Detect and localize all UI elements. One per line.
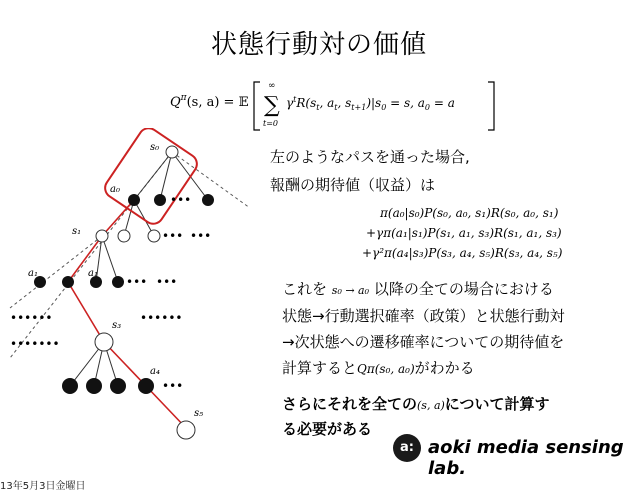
bold-text: さらにそれを全ての bbox=[282, 395, 418, 413]
ellipsis: ••• bbox=[162, 379, 184, 393]
label-a4: a₄ bbox=[150, 366, 160, 377]
state-node-s1 bbox=[96, 230, 108, 242]
action-node bbox=[154, 194, 166, 206]
para-line-2: 状態→行動選択確率（政策）と状態行動対 bbox=[282, 307, 565, 325]
lab-logo-text: aoki media sensing lab. bbox=[428, 437, 624, 479]
text-path: 左のようなパスを通った場合, bbox=[270, 148, 470, 166]
ellipsis: ••• bbox=[156, 275, 178, 289]
state-node-s5 bbox=[177, 421, 195, 439]
slide-title: 状態行動対の価値 bbox=[210, 30, 427, 60]
label-a1-left: a₁ bbox=[28, 268, 38, 279]
para-line-3: →次状態への遷移確率についての期待値を bbox=[282, 333, 565, 351]
bold-line-1 bbox=[282, 393, 550, 414]
formula-left-bracket bbox=[254, 82, 260, 130]
label-s0: s₀ bbox=[150, 142, 160, 153]
para-line-4 bbox=[282, 357, 475, 378]
inline-math: Qπ(s₀, a₀) bbox=[357, 362, 415, 376]
ellipsis-long: •••••• bbox=[140, 311, 183, 325]
expected-return-line-3: +γ²π(a₄|s₃)P(s₃, a₄, s₅)R(s₃, a₄, s₅) bbox=[362, 246, 563, 260]
expected-return-line-2: +γπ(a₁|s₁)P(s₁, a₁, s₃)R(s₁, a₁, s₃) bbox=[366, 226, 562, 240]
action-node-a1 bbox=[62, 276, 74, 288]
action-node bbox=[110, 378, 126, 394]
text-reward: 報酬の期待値（収益）は bbox=[270, 176, 436, 194]
para-text: がわかる bbox=[414, 359, 475, 377]
ellipsis: ••• bbox=[170, 193, 192, 207]
sum-top: ∞ bbox=[268, 81, 276, 91]
edge-a1-s3 bbox=[68, 282, 104, 342]
inline-math: s₀ → a₀ bbox=[331, 284, 370, 297]
action-node bbox=[62, 378, 78, 394]
label-a1: a₁ bbox=[88, 268, 98, 279]
action-node bbox=[112, 276, 124, 288]
formula-body: $\gamma^tR(s_t$, $a_t$, $s_{t+1})|s_0 = s$, $a_0 = a$ bbox=[286, 95, 455, 112]
label-s5: s₅ bbox=[194, 408, 204, 419]
q-value-formula bbox=[170, 76, 500, 136]
lab-logo-icon: a: bbox=[393, 434, 421, 462]
formula-right-bracket bbox=[488, 82, 494, 130]
mdp-tree-diagram bbox=[0, 128, 260, 468]
formula-q: $Q^\pi(s$, a) = 𝔼 bbox=[170, 93, 249, 110]
ellipsis: ••• bbox=[190, 229, 212, 243]
label-s3: s₃ bbox=[112, 320, 122, 331]
para-text: これを bbox=[282, 280, 328, 298]
action-node-a0 bbox=[128, 194, 140, 206]
para-text: 計算すると bbox=[282, 359, 358, 377]
label-s1: s₁ bbox=[72, 226, 82, 237]
state-node-s3 bbox=[95, 333, 113, 351]
sum-sign: ∑ bbox=[264, 93, 280, 118]
para-text: 以降の全ての場合における bbox=[373, 280, 554, 298]
footer-date: 13年5月3日金曜日 bbox=[0, 481, 86, 492]
state-node bbox=[148, 230, 160, 242]
action-node bbox=[202, 194, 214, 206]
sum-bottom: t=0 bbox=[263, 119, 279, 128]
formula-svg bbox=[170, 76, 500, 136]
ellipsis: ••• bbox=[126, 275, 148, 289]
action-node bbox=[86, 378, 102, 394]
ellipsis: ••• bbox=[162, 229, 184, 243]
label-a0: a₀ bbox=[110, 184, 120, 195]
ellipsis-long: •••••• bbox=[10, 311, 53, 325]
bold-line-2: る必要がある bbox=[282, 420, 373, 438]
edge bbox=[102, 236, 118, 282]
para-line-1 bbox=[282, 278, 554, 299]
expected-return-line-1: π(a₀|s₀)P(s₀, a₀, s₁)R(s₀, a₀, s₁) bbox=[380, 206, 559, 220]
ellipsis-long: ••••••• bbox=[10, 337, 60, 351]
state-node bbox=[118, 230, 130, 242]
bold-text: について計算す bbox=[444, 395, 550, 413]
action-node-a4 bbox=[138, 378, 154, 394]
inline-math: (s, a) bbox=[417, 399, 445, 412]
state-node-s0 bbox=[166, 146, 178, 158]
